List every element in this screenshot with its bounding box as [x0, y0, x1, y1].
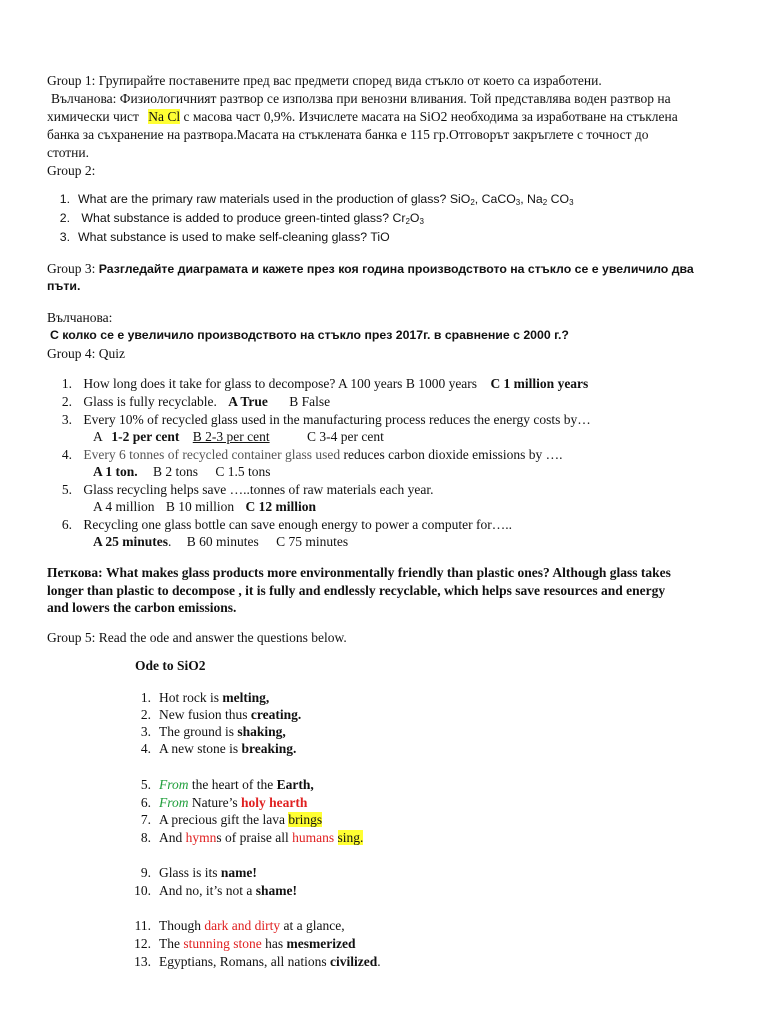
answer-option: B 2 tons: [153, 464, 199, 479]
question-text: How long does it take for glass to decompose? A 100 years B 1000 years: [83, 376, 478, 391]
quiz-question-5: [50, 481, 434, 498]
ode-bold-word: Earth,: [276, 777, 314, 792]
list-number: 6.: [61, 517, 72, 532]
quiz-question-1: [50, 375, 588, 392]
group1-text: банка за съхранение на разтвора.Масата на стъклената банка е 115 гр.Отговорът закръглете с точност до: [47, 127, 649, 142]
ode-red-phrase: dark and dirty: [204, 918, 281, 933]
ode-line-7: [127, 811, 322, 828]
ode-text: The: [159, 936, 184, 951]
petkova-paragraph-line1: [47, 564, 671, 581]
answer-option: A: [93, 429, 103, 444]
quiz-question-5-options: [93, 498, 316, 515]
ode-text: And no, it’s not a: [159, 883, 256, 898]
ode-title: [135, 657, 206, 674]
ode-text: Nature’s: [188, 795, 241, 810]
ode-line-13: [127, 953, 381, 970]
list-number: 3.: [59, 230, 70, 244]
correct-answer: 1-2 per cent: [111, 429, 180, 444]
question-text: reduces carbon dioxide emissions by ….: [343, 447, 563, 462]
question-text: What substance is used to make self-cleaning glass? TiO: [78, 230, 390, 244]
list-number: 5.: [61, 482, 72, 497]
list-number: 1.: [59, 192, 70, 206]
ode-line-10: [127, 882, 297, 899]
ode-bold-word: mesmerized: [286, 936, 356, 951]
subscript: 2: [405, 217, 410, 226]
correct-answer: A 25 minutes: [93, 534, 169, 549]
answer-option: C 75 minutes: [276, 534, 349, 549]
group1-text: стотни.: [47, 145, 90, 160]
ode-green-word: From: [159, 795, 189, 810]
ode-green-word: From: [159, 777, 189, 792]
ode-text: .: [377, 954, 381, 969]
list-number: 13.: [134, 954, 151, 969]
ode-red-phrase: hymn: [185, 830, 217, 845]
list-number: 5.: [140, 777, 151, 792]
ode-line-12: [127, 935, 355, 952]
petkova-text: longer than plastic to decompose , it is fully and endlessly recyclable, which helps save resources and energy: [47, 583, 666, 598]
list-number: 1.: [140, 690, 151, 705]
correct-answer: A 1 ton.: [93, 464, 138, 479]
group1-vulchanova-line4: [47, 144, 89, 161]
question-text: Every 10% of recycled glass used in the manufacturing process reduces the energy costs by…: [83, 412, 591, 427]
group2-question-1: [48, 191, 574, 208]
ode-line-3: [127, 723, 286, 740]
group1-text: Group 1: Групирайте поставените пред вас предмети според вида стъкло от което са изработени.: [47, 73, 602, 88]
group1-task: [47, 72, 602, 89]
ode-text: New fusion thus: [159, 707, 251, 722]
group1-vulchanova-line2: [47, 108, 678, 125]
ode-red-phrase: holy hearth: [240, 795, 308, 810]
correct-answer: C 1 million years: [490, 376, 589, 391]
answer-option: B 60 minutes: [186, 534, 259, 549]
ode-red-phrase: humans: [292, 830, 335, 845]
question-text: CO: [547, 192, 570, 206]
ode-line-6: [127, 794, 307, 811]
nacl-highlight: Na Cl: [148, 109, 181, 124]
ode-bold-word: shame!: [255, 883, 297, 898]
ode-line-2: [127, 706, 301, 723]
list-number: 4.: [140, 741, 151, 756]
ode-text: The ground is: [159, 724, 238, 739]
group3-vulchanova-name: [47, 309, 112, 326]
list-number: 6.: [140, 795, 151, 810]
group5-intro: [47, 629, 347, 646]
ode-text: Though: [159, 918, 205, 933]
subscript: 3: [569, 198, 574, 207]
quiz-question-4: [50, 446, 563, 463]
question-text: Glass recycling helps save …..tonnes of raw materials each year.: [83, 482, 434, 497]
ode-text: A new stone is: [159, 741, 242, 756]
group2-label: Group 2:: [47, 163, 96, 178]
question-text: , Na: [520, 192, 543, 206]
group4-label: Group 4: Quiz: [47, 346, 125, 361]
list-number: 8.: [140, 830, 151, 845]
answer-option: C 1.5 tons: [215, 464, 271, 479]
quiz-question-4-options: [93, 463, 271, 480]
ode-line-1: [127, 689, 269, 706]
list-number: 2.: [140, 707, 151, 722]
answer-option: B False: [289, 394, 331, 409]
quiz-question-2: [50, 393, 330, 410]
group3-task-line1: [47, 260, 694, 278]
question-text: What are the primary raw materials used in the production of glass? SiO: [78, 192, 471, 206]
group2-question-2: [48, 210, 424, 227]
ode-text: the heart of the: [188, 777, 277, 792]
list-number: 11.: [134, 918, 151, 933]
ode-bold-word: creating.: [250, 707, 302, 722]
ode-text: And: [159, 830, 186, 845]
group3-label: Group 3:: [47, 261, 96, 276]
ode-line-4: [127, 740, 296, 757]
ode-highlighted-word: brings: [288, 812, 323, 827]
group3-question: С колко се е увеличило производството на стъкло през 2017г. в сравнение с 2000 г.?: [50, 328, 569, 342]
ode-text: A precious gift the lava: [159, 812, 289, 827]
list-number: 9.: [140, 865, 151, 880]
ode-bold-word: melting,: [222, 690, 270, 705]
subscript: 3: [419, 217, 424, 226]
ode-line-5: [127, 776, 314, 793]
question-text-gray: Every 6 tonnes of recycled container glass used: [83, 447, 341, 462]
list-number: 3.: [61, 412, 72, 427]
ode-text: at a glance,: [280, 918, 345, 933]
subscript: 3: [515, 198, 521, 207]
petkova-paragraph-line3: [47, 599, 236, 616]
question-text: Glass is fully recyclable.: [83, 394, 217, 409]
ode-red-phrase: stunning stone: [183, 936, 262, 951]
correct-answer: A True: [228, 394, 268, 409]
list-number: 7.: [140, 812, 151, 827]
ode-bold-word: name!: [220, 865, 257, 880]
petkova-paragraph-line2: [47, 582, 665, 599]
ode-text: Glass is its: [159, 865, 221, 880]
ode-text: Egyptians, Romans, all nations: [159, 954, 330, 969]
list-number: 2.: [61, 394, 72, 409]
answer-option: C 3-4 per cent: [306, 429, 384, 444]
list-number: 2.: [59, 211, 70, 225]
list-number: 12.: [134, 936, 151, 951]
ode-line-9: [127, 864, 257, 881]
quiz-question-3-options: [93, 428, 384, 445]
list-number: 1.: [61, 376, 72, 391]
group3-vulchanova-question: [50, 327, 569, 344]
question-text: Recycling one glass bottle can save enough energy to power a computer for…..: [83, 517, 512, 532]
ode-bold-word: breaking.: [241, 741, 297, 756]
group1-vulchanova-line1: [51, 90, 671, 107]
question-text: What substance is added to produce green-tinted glass? Cr: [81, 211, 406, 225]
list-number: 10.: [134, 883, 151, 898]
group3-question: пъти.: [47, 279, 81, 293]
ode-title-text: Ode to SiO2: [135, 658, 206, 673]
ode-highlighted-word: sing.: [337, 830, 364, 845]
petkova-text: Петкова: What makes glass products more environmentally friendly than plastic ones? Although glass takes: [47, 565, 671, 580]
group2-question-3: [48, 229, 390, 246]
ode-text: has: [261, 936, 287, 951]
group3-task-line2: [47, 278, 80, 295]
group4-title: [47, 345, 125, 362]
group2-title: [47, 162, 95, 179]
group5-text: Group 5: Read the ode and answer the questions below.: [47, 630, 347, 645]
quiz-question-6-options: A 25 minutes. B 60 minutes C 75 minutes: [93, 534, 349, 549]
answer-option: B 10 million: [165, 499, 235, 514]
group3-question: Разгледайте диаграмата и кажете през коя година производството на стъкло се е увеличило два: [98, 262, 694, 276]
subscript: 2: [542, 198, 548, 207]
ode-bold-word: civilized: [330, 954, 378, 969]
ode-text: s of praise all: [216, 830, 293, 845]
ode-line-11: [127, 917, 345, 934]
ode-bold-word: shaking,: [237, 724, 286, 739]
answer-option-underlined: B 2-3 per cent: [192, 429, 270, 444]
ode-line-8: [127, 829, 363, 846]
group1-text: с масова част 0,9%. Изчислете масата на SiO2 необходима за изработване на стъклена: [183, 109, 678, 124]
list-number: 4.: [61, 447, 72, 462]
speaker-name: Вълчанова:: [47, 310, 113, 325]
group1-text: Вълчанова: Физиологичният разтвор се използва при венозни вливания. Той представлява воден разтвор на: [51, 91, 671, 106]
question-text: O: [409, 211, 420, 225]
list-number: 3.: [140, 724, 151, 739]
quiz-question-3: [50, 411, 591, 428]
question-text: , CaCO: [474, 192, 516, 206]
quiz-question-6: [50, 516, 512, 533]
group1-vulchanova-line3: [47, 126, 649, 143]
answer-option: A 4 million: [93, 499, 155, 514]
subscript: 2: [470, 198, 475, 207]
group1-text: химически чист: [47, 109, 139, 124]
ode-text: Hot rock is: [159, 690, 223, 705]
correct-answer: C 12 million: [245, 499, 317, 514]
petkova-text: and lowers the carbon emissions.: [47, 600, 237, 615]
